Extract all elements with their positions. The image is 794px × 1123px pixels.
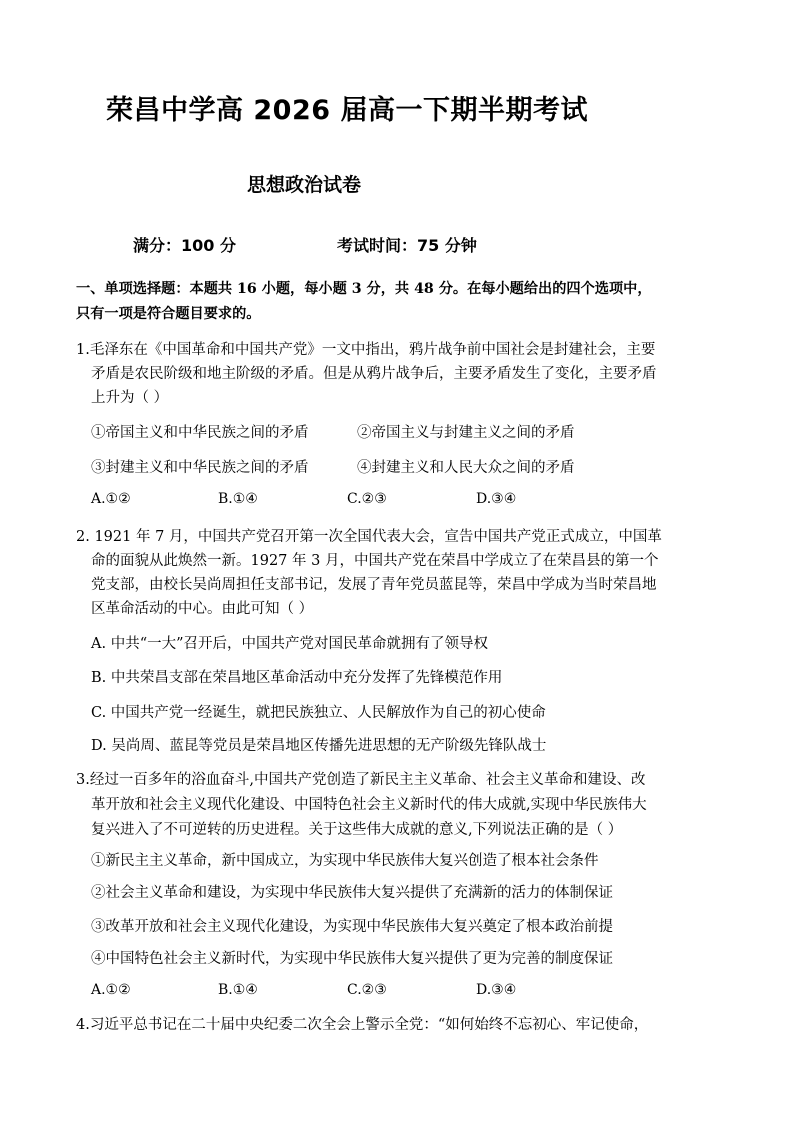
q1-choice-b: B.①④ xyxy=(218,491,258,507)
q3-choice-c: C.②③ xyxy=(347,982,387,998)
q2-option-c: C. 中国共产党一经诞生，就把民族独立、人民解放作为自己的初心使命 xyxy=(91,705,546,721)
q1-choice-a: A.①② xyxy=(91,491,131,507)
q1-choice-c: C.②③ xyxy=(347,491,387,507)
q3-item: ②社会主义革命和建设，为实现中华民族伟大复兴提供了充满新的活力的体制保证 xyxy=(91,885,613,901)
q3-choice-a: A.①② xyxy=(91,982,131,998)
section-instructions-line: 只有一项是符合题目要求的。 xyxy=(76,306,261,322)
q3-stem-line: 复兴进入了不可逆转的历史进程。关于这些伟大成就的意义,下列说法正确的是（ ） xyxy=(91,822,623,838)
q3-item: ③改革开放和社会主义现代化建设，为实现中华民族伟大复兴奠定了根本政治前提 xyxy=(91,919,613,935)
q3-choice-d: D.③④ xyxy=(476,982,517,998)
q1-choice-d: D.③④ xyxy=(476,491,517,507)
q2-stem-line: 2. 1921 年 7 月，中国共产党召开第一次全国代表大会，宣告中国共产党正式成立，中国革 xyxy=(76,529,662,545)
q1-stem-line: 1.毛泽东在《中国革命和中国共产党》一文中指出，鸦片战争前中国社会是封建社会，主要 xyxy=(76,342,656,358)
exam-subtitle: 思想政治试卷 xyxy=(247,174,362,196)
q2-option-b: B. 中共荣昌支部在荣昌地区革命活动中充分发挥了先锋模范作用 xyxy=(91,670,503,686)
q1-item: ①帝国主义和中华民族之间的矛盾 xyxy=(91,425,309,441)
q2-stem-line: 命的面貌从此焕然一新。1927 年 3 月，中国共产党在荣昌中学成立了在荣昌县的第一个 xyxy=(91,553,659,569)
q1-stem-line: 矛盾是农民阶级和地主阶级的矛盾。但是从鸦片战争后，主要矛盾发生了变化，主要矛盾 xyxy=(91,366,657,382)
q2-stem-line: 党支部，由校长吴尚周担任支部书记，发展了青年党员蓝昆等，荣昌中学成为当时荣昌地 xyxy=(91,577,657,593)
q3-item: ①新民主主义革命，新中国成立，为实现中华民族伟大复兴创造了根本社会条件 xyxy=(91,853,599,869)
q3-stem-line: 3.经过一百多年的浴血奋斗,中国共产党创造了新民主主义革命、社会主义革命和建设、改 xyxy=(76,772,646,788)
exam-time: 考试时间：75 分钟 xyxy=(337,236,477,255)
q2-option-d: D. 吴尚周、蓝昆等党员是荣昌地区传播先进思想的无产阶级先锋队战士 xyxy=(91,738,547,754)
section-instructions-line: 一、单项选择题：本题共 16 小题，每小题 3 分，共 48 分。在每小题给出的四个选项中， xyxy=(76,281,652,297)
q3-item: ④中国特色社会主义新时代，为实现中华民族伟大复兴提供了更为完善的制度保证 xyxy=(91,951,613,967)
q1-stem-line: 上升为（ ） xyxy=(91,390,169,406)
q2-stem-line: 区革命活动的中心。由此可知（ ） xyxy=(91,601,314,617)
exam-title: 荣昌中学高 2026 届高一下期半期考试 xyxy=(106,95,588,126)
q1-item: ②帝国主义与封建主义之间的矛盾 xyxy=(357,425,575,441)
q1-item: ③封建主义和中华民族之间的矛盾 xyxy=(91,460,309,476)
section-instructions xyxy=(76,277,716,327)
q2-option-a: A. 中共“一大”召开后，中国共产党对国民革命就拥有了领导权 xyxy=(91,636,489,652)
q4-stem-line: 4.习近平总书记在二十届中央纪委二次全会上警示全党：“如何始终不忘初心、牢记使命， xyxy=(76,1017,649,1033)
q3-stem-line: 革开放和社会主义现代化建设、中国特色社会主义新时代的伟大成就,实现中华民族伟大 xyxy=(91,797,647,813)
q3-choice-b: B.①④ xyxy=(218,982,258,998)
q1-item: ④封建主义和人民大众之间的矛盾 xyxy=(357,460,575,476)
full-score: 满分：100 分 xyxy=(133,236,236,255)
